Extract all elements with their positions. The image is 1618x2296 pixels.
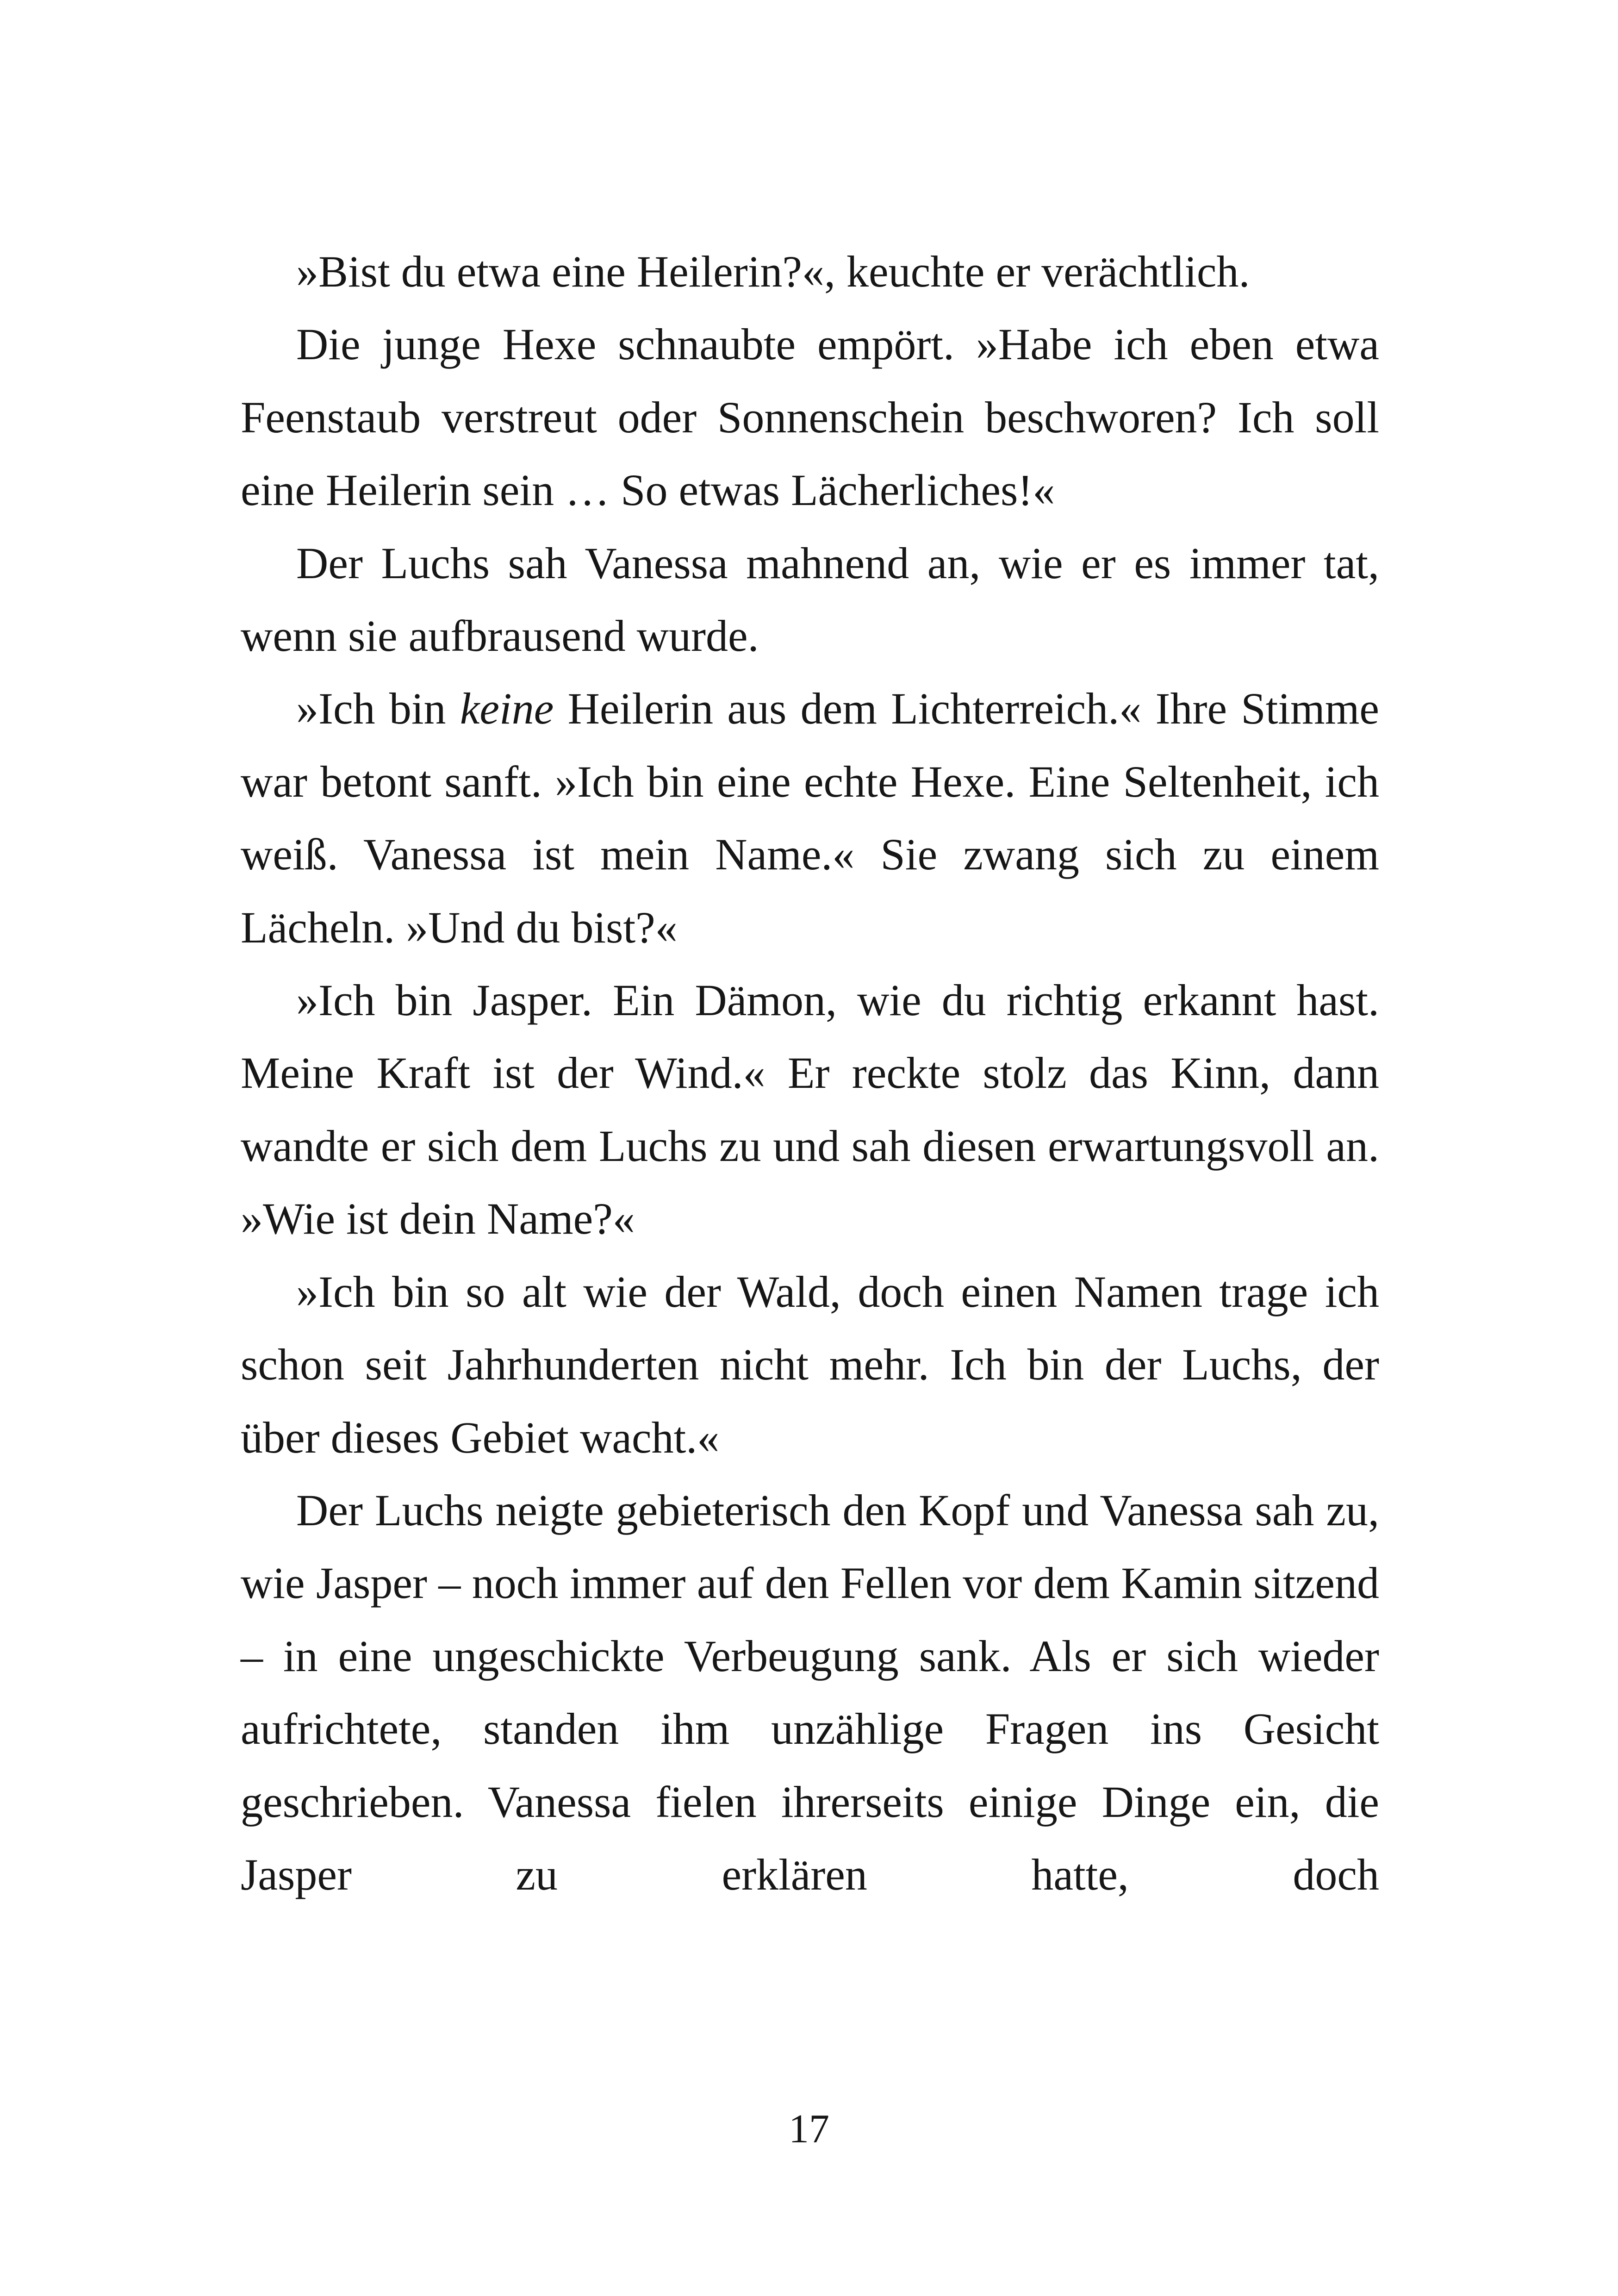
text-run: Heilerin aus dem Lichterreich.« Ihre Stimme war betont sanft. »Ich bin eine echte Hexe. Eine Seltenheit, ich weiß. Vanessa ist mein Name.« Sie zwang sich zu einem Lächeln. »Und du bist?« xyxy=(241,684,1380,952)
text-run: Der Luchs sah Vanessa mahnend an, wie er es immer tat, wenn sie aufbrausend wurde. xyxy=(241,538,1379,661)
text-run: »Ich bin so alt wie der Wald, doch einen Namen trage ich schon seit Jahrhunderten nicht mehr. Ich bin der Luchs, der über dieses Gebiet wacht.« xyxy=(241,1267,1379,1462)
text-run: Der Luchs neigte gebieterisch den Kopf und Vanessa sah zu, wie Jasper – noch immer auf den Fellen vor dem Kamin sitzend – in eine ungeschickte Verbeugung sank. Als er sich wieder aufrichtete, standen ihm unzählige Fragen ins Gesicht geschrieben. Vanessa fielen ihrerseits einige Dinge ein, die Jasper zu erklären hatte, doch xyxy=(241,1485,1379,1899)
paragraph xyxy=(241,672,1379,964)
text-run: »Ich bin xyxy=(296,684,460,734)
paragraph xyxy=(241,964,1379,1255)
text-run: Die junge Hexe schnaubte empört. »Habe ich eben etwa Feenstaub verstreut oder Sonnenschein beschworen? Ich soll eine Heilerin sein … So etwas Lächerliches!« xyxy=(241,319,1379,515)
body-text xyxy=(241,235,1379,1911)
text-run: »Bist du etwa eine Heilerin?«, keuchte er verächtlich. xyxy=(296,247,1250,296)
paragraph xyxy=(241,527,1379,673)
paragraph xyxy=(241,1474,1379,1911)
emphasis-text: keine xyxy=(460,684,554,734)
text-run: »Ich bin Jasper. Ein Dämon, wie du richtig erkannt hast. Meine Kraft ist der Wind.« Er reckte stolz das Kinn, dann wandte er sich dem Luchs zu und sah diesen erwartungsvoll an. »Wie ist dein Name?« xyxy=(241,975,1379,1244)
paragraph xyxy=(241,308,1379,526)
page-number: 17 xyxy=(789,2107,829,2152)
paragraph xyxy=(241,1255,1379,1474)
paragraph xyxy=(241,235,1379,308)
